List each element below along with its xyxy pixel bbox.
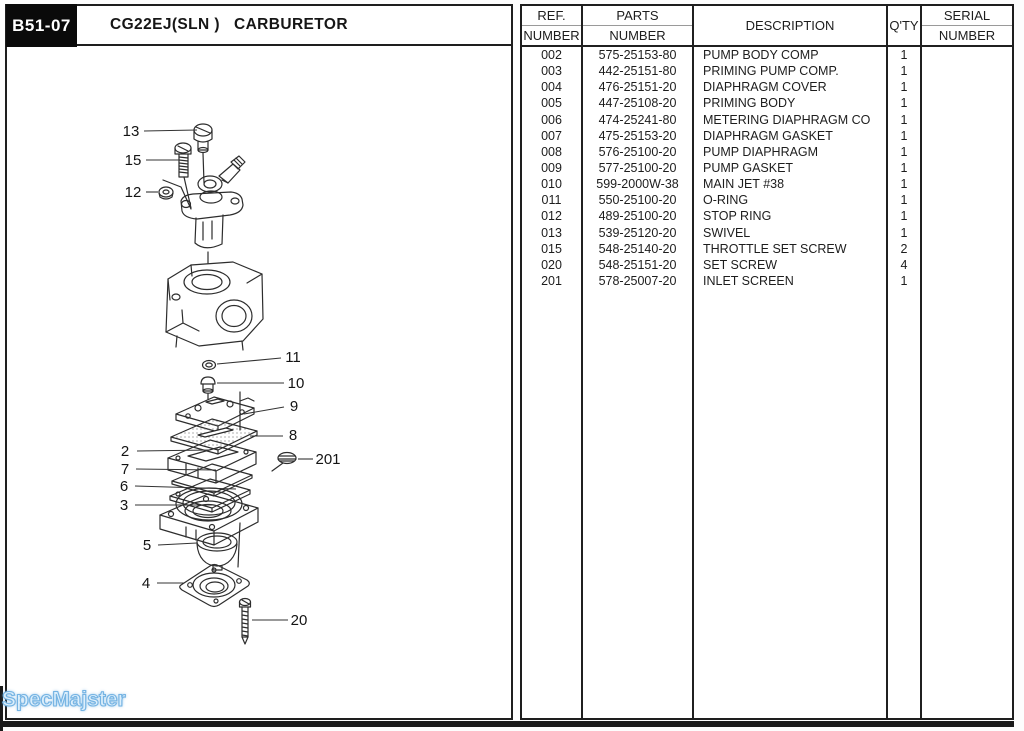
ref-number-cell: 004	[522, 79, 583, 95]
ref-number-cell: 012	[522, 208, 583, 224]
page-title: CG22EJ(SLN ) CARBURETOR	[110, 16, 348, 33]
description-cell: PUMP BODY COMP	[694, 47, 888, 63]
description-cell: THROTTLE SET SCREW	[694, 241, 888, 257]
description-cell: PRIMING PUMP COMP.	[694, 63, 888, 79]
qty-cell: 1	[888, 47, 922, 63]
serial-cell	[922, 192, 1012, 208]
callout-leader-line	[217, 358, 281, 364]
callout-201	[298, 451, 341, 468]
part-number-cell: 576-25100-20	[583, 144, 694, 160]
part-number-cell: 577-25100-20	[583, 160, 694, 176]
serial-cell	[922, 95, 1012, 111]
parts-table	[520, 4, 1014, 720]
callout-label: 11	[285, 349, 301, 366]
serial-cell	[922, 257, 1012, 273]
description-cell: MAIN JET #38	[694, 176, 888, 192]
description-cell: METERING DIAPHRAGM CO	[694, 112, 888, 128]
table-filler-cell	[694, 289, 888, 718]
callout-label: 20	[290, 612, 308, 629]
serial-cell	[922, 47, 1012, 63]
description-cell: PUMP GASKET	[694, 160, 888, 176]
callout-leader-line	[136, 469, 216, 470]
page-ref-code: B51-07	[6, 4, 77, 47]
description-cell: PUMP DIAPHRAGM	[694, 144, 888, 160]
callout-leader-line	[135, 486, 236, 489]
col-header-ref-number	[522, 6, 583, 47]
part-number-cell: 442-25151-80	[583, 63, 694, 79]
callout-label: 5	[142, 537, 152, 554]
part-number-cell: 474-25241-80	[583, 112, 694, 128]
callout-11	[217, 349, 301, 366]
serial-cell	[922, 112, 1012, 128]
part-number-cell: 539-25120-20	[583, 225, 694, 241]
qty-cell: 2	[888, 241, 922, 257]
description-cell: PRIMING BODY	[694, 95, 888, 111]
header-text: DESCRIPTION	[745, 18, 835, 33]
callout-layer	[120, 123, 341, 629]
diagram-panel	[5, 4, 513, 720]
description-cell: SET SCREW	[694, 257, 888, 273]
header-text: Q'TY	[889, 18, 919, 33]
qty-cell: 1	[888, 273, 922, 289]
callout-label: 12	[124, 184, 142, 201]
ref-number-cell: 011	[522, 192, 583, 208]
serial-cell	[922, 273, 1012, 289]
part-number-cell: 476-25151-20	[583, 79, 694, 95]
callout-label: 15	[124, 152, 142, 169]
callout-8	[250, 427, 297, 444]
callout-label: 201	[315, 451, 341, 468]
serial-cell	[922, 160, 1012, 176]
ref-number-cell: 013	[522, 225, 583, 241]
qty-cell: 1	[888, 95, 922, 111]
part-number-cell: 575-25153-80	[583, 47, 694, 63]
qty-cell: 1	[888, 79, 922, 95]
description-cell: STOP RING	[694, 208, 888, 224]
qty-cell: 1	[888, 160, 922, 176]
table-filler-cell	[522, 289, 583, 718]
header-text: NUMBER	[938, 28, 996, 43]
callout-label: 3	[119, 497, 129, 514]
ref-number-cell: 008	[522, 144, 583, 160]
parts-diagram	[7, 46, 511, 718]
watermark: SpecMajster	[2, 688, 126, 711]
serial-cell	[922, 63, 1012, 79]
ref-number-cell: 005	[522, 95, 583, 111]
ref-number-cell: 020	[522, 257, 583, 273]
serial-cell	[922, 176, 1012, 192]
serial-cell	[922, 128, 1012, 144]
header-text: NUMBER	[609, 28, 666, 43]
qty-cell: 1	[888, 144, 922, 160]
part-number-cell: 548-25140-20	[583, 241, 694, 257]
header-text: SERIAL	[922, 6, 1012, 26]
callout-13	[123, 123, 197, 140]
ref-number-cell: 015	[522, 241, 583, 257]
callout-leader-line	[158, 543, 197, 545]
ref-number-cell: 006	[522, 112, 583, 128]
ref-number-cell: 007	[522, 128, 583, 144]
qty-cell: 1	[888, 225, 922, 241]
serial-cell	[922, 79, 1012, 95]
serial-cell	[922, 208, 1012, 224]
callout-label: 8	[288, 427, 298, 444]
ref-number-cell: 201	[522, 273, 583, 289]
callout-leader-line	[137, 450, 210, 451]
header-text: REF.	[522, 6, 581, 26]
qty-cell: 1	[888, 128, 922, 144]
qty-cell: 1	[888, 63, 922, 79]
col-header-description	[694, 6, 888, 47]
callout-5	[143, 537, 197, 554]
table-filler-cell	[922, 289, 1012, 718]
callout-label: 13	[122, 123, 140, 140]
callout-10	[217, 375, 304, 392]
callout-3	[120, 497, 212, 514]
callout-leader-line	[144, 130, 197, 131]
callout-15	[125, 152, 180, 169]
part-number-cell: 489-25100-20	[583, 208, 694, 224]
header-text: PARTS	[583, 6, 692, 26]
part-number-cell: 578-25007-20	[583, 273, 694, 289]
serial-cell	[922, 144, 1012, 160]
ref-number-cell: 009	[522, 160, 583, 176]
qty-cell: 1	[888, 192, 922, 208]
ref-number-cell: 002	[522, 47, 583, 63]
qty-cell: 4	[888, 257, 922, 273]
callout-label: 4	[141, 575, 151, 592]
part-number-cell: 447-25108-20	[583, 95, 694, 111]
bottom-border	[0, 721, 1014, 727]
ref-number-cell: 003	[522, 63, 583, 79]
part-number-cell: 599-2000W-38	[583, 176, 694, 192]
serial-cell	[922, 225, 1012, 241]
qty-cell: 1	[888, 112, 922, 128]
ref-number-cell: 010	[522, 176, 583, 192]
callout-label: 2	[120, 443, 130, 460]
col-header-parts-number	[583, 6, 694, 47]
qty-cell: 1	[888, 208, 922, 224]
callout-4	[142, 575, 184, 592]
description-cell: DIAPHRAGM GASKET	[694, 128, 888, 144]
description-cell: DIAPHRAGM COVER	[694, 79, 888, 95]
description-cell: INLET SCREEN	[694, 273, 888, 289]
callout-12	[125, 184, 158, 201]
title-bar	[7, 6, 511, 46]
col-header-qty	[888, 6, 922, 47]
description-cell: O-RING	[694, 192, 888, 208]
part-number-cell: 548-25151-20	[583, 257, 694, 273]
part-number-cell: 550-25100-20	[583, 192, 694, 208]
part-number-cell: 475-25153-20	[583, 128, 694, 144]
callout-20	[252, 612, 307, 629]
description-cell: SWIVEL	[694, 225, 888, 241]
callout-label: 10	[287, 375, 305, 392]
callout-label: 7	[120, 461, 130, 478]
table-filler-cell	[888, 289, 922, 718]
table-filler-cell	[583, 289, 694, 718]
callout-label: 6	[119, 478, 129, 495]
header-text: NUMBER	[523, 28, 580, 43]
serial-cell	[922, 241, 1012, 257]
callout-label: 9	[289, 398, 299, 415]
col-header-serial-number	[922, 6, 1012, 47]
qty-cell: 1	[888, 176, 922, 192]
